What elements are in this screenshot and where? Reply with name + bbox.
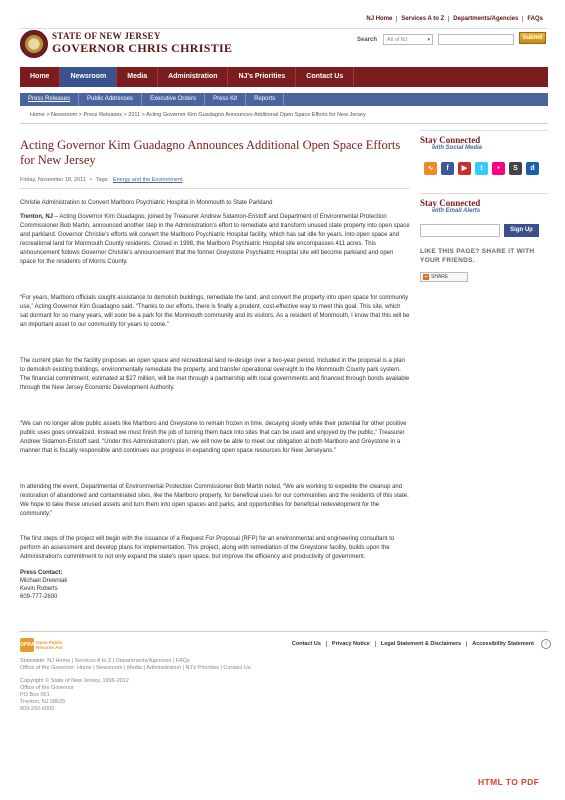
footer-address-line: Trenton, NJ 08625 bbox=[20, 699, 66, 705]
utility-link-nj-home[interactable]: NJ Home bbox=[366, 16, 393, 22]
opra-text: Open Public Records Act bbox=[36, 640, 63, 650]
article-paragraph-1: – Acting Governor Kim Guadagno, joined by Treasurer Andrew Sidamon-Eristoff and Department of Environmental Protection Commissioner Bob Martin, announced another step in the Administration's effort to remediate and transform unused state property into open space and parkland. Governor Christie's efforts will convert the Marlboro Psychiatric Hospital facility, which has sat idle for years, into open space and recreational land for Monmouth County residents. Closed in 1998, the Marlboro Psychiatric Hospital site encompasses 411 acres. This announcement follows Governor Christie's announcement that the former Greystone Psychiatric Hospital site will become parkland and open space for the residents of Morris County. bbox=[20, 214, 410, 265]
page-title: Acting Governor Kim Guadagno Announces Additional Open Space Efforts for New Jersey bbox=[20, 138, 401, 167]
opra-logo[interactable] bbox=[20, 638, 64, 652]
footer-link-accessibility[interactable]: Accessibility Statement bbox=[466, 641, 539, 647]
nav-priorities[interactable]: NJ's Priorities bbox=[228, 67, 296, 87]
email-alerts-box bbox=[420, 193, 548, 237]
footer-office-links[interactable]: Office of the Governor: Home | Newsroom | Media | Administration | NJ's Priorities | Contact Us bbox=[20, 665, 251, 671]
breadcrumb[interactable]: Home > Newsroom > Press Releases > 2011 > Acting Governor Kim Guadagno Announces Additional Open Space Efforts for New Jersey bbox=[30, 112, 366, 118]
sidebar bbox=[420, 130, 548, 282]
email-signup-row bbox=[420, 224, 548, 237]
facebook-icon[interactable]: f bbox=[441, 162, 454, 175]
footer-link-privacy[interactable]: Privacy Notice bbox=[326, 641, 375, 647]
header-divider bbox=[20, 28, 547, 29]
search-submit-button[interactable]: Submit bbox=[519, 32, 546, 44]
stay-connected-title: Stay Connected bbox=[420, 198, 481, 208]
tag-link[interactable]: Energy and the Environment bbox=[112, 177, 183, 183]
footer-links bbox=[287, 641, 539, 647]
utility-link-services[interactable]: Services A to Z bbox=[396, 16, 448, 22]
state-seal-icon[interactable] bbox=[20, 30, 48, 58]
subnav-executive-orders[interactable]: Executive Orders bbox=[142, 93, 205, 106]
utility-link-faqs[interactable]: FAQs bbox=[522, 16, 547, 22]
article-date: Friday, November 18, 2011 bbox=[20, 177, 86, 183]
rss-icon[interactable]: ∿ bbox=[424, 162, 437, 175]
press-contact-phone: 609-777-2600 bbox=[20, 594, 58, 600]
blog-icon[interactable]: S bbox=[509, 162, 522, 175]
nav-newsroom[interactable]: Newsroom bbox=[60, 67, 117, 87]
nav-contact-us[interactable]: Contact Us bbox=[296, 67, 354, 87]
article-paragraph bbox=[20, 213, 410, 266]
article-dateline: Trenton, NJ bbox=[20, 214, 54, 220]
article-paragraph-5: In attending the event, Departmental of Environmental Protection Commissioner Bob Martin noted, “We are working to expedite the cleanup and restoration of abandoned and contaminated sites, like the Marlboro property, for beneficial uses for our communities and the residents of this state. We hope to take these unused assets and turn them into open spaces and parks, and opportunities for beneficial redevelopment for the community.” bbox=[20, 484, 409, 517]
footer-statewide-links[interactable]: Statewide: NJ Home | Services A to Z | Departments/Agencies | FAQs bbox=[20, 658, 190, 664]
share-prompt: LIKE THIS PAGE? SHARE IT WITH YOUR FRIENDS. bbox=[420, 248, 535, 264]
email-field[interactable] bbox=[420, 224, 500, 237]
social-media-box bbox=[420, 130, 548, 175]
press-contact-label: Press Contact: bbox=[20, 570, 63, 576]
bullet-separator: • bbox=[89, 177, 92, 183]
social-media-subtitle: with Social Media bbox=[432, 145, 483, 151]
meta-divider bbox=[20, 188, 410, 189]
article-paragraph-4: “We can no longer allow public assets like Marlboro and Greystone to remain frozen in time, decaying slowly while their potential for other positive public uses goes unrealized. Instead we must finish the job of turning them back into sites that can be used and enjoyed by the public,” Treasurer Andrew Sidamon-Eristoff said. “Under this Administration's plan, we will now be able to meet our obligation at both Marlboro and Greystone in a manner that is fiscally responsible and continues our progress in expanding open space resources for New Jerseyans.” bbox=[20, 421, 407, 454]
article-meta bbox=[20, 177, 410, 183]
subnav-press-releases[interactable]: Press Releases bbox=[20, 93, 79, 106]
article-paragraph-2: “For years, Marlboro officials sought assistance to demolish buildings, remediate the land, and convert the property into open space for community use,” Acting Governor Kim Guadagno said. “Thanks to our efforts, there is finally a prudent, cost-effective way to meet this goal. This site, which sat dormant for so many years, will soon be a park for the Monmouth community and its visitors. As a resident of Monmouth, I know that this will be an important asset to our community for years to come.” bbox=[20, 295, 410, 328]
subnav-reports[interactable]: Reports bbox=[246, 93, 284, 106]
footer-divider bbox=[20, 631, 548, 632]
utility-nav bbox=[362, 16, 547, 22]
press-contact-name: Kevin Roberts bbox=[20, 586, 58, 592]
subnav-press-kit[interactable]: Press Kit bbox=[205, 93, 246, 106]
sub-nav bbox=[20, 93, 548, 106]
search-label: Search bbox=[357, 37, 378, 43]
press-contact-name: Michael Drewniak bbox=[20, 578, 68, 584]
twitter-icon[interactable]: t bbox=[475, 162, 488, 175]
social-icons bbox=[420, 162, 548, 175]
chevron-down-icon: ▾ bbox=[427, 37, 430, 43]
share-button[interactable] bbox=[420, 272, 468, 282]
opra-badge: OPRA bbox=[20, 638, 34, 652]
subnav-public-addresses[interactable]: Public Addresses bbox=[79, 93, 142, 106]
brand-state-name[interactable]: STATE OF NEW JERSEY bbox=[52, 31, 161, 41]
search-input[interactable] bbox=[438, 34, 514, 45]
nav-media[interactable]: Media bbox=[117, 67, 158, 87]
stay-connected-title: Stay Connected bbox=[420, 135, 481, 145]
footer-address-line: PO Box 001 bbox=[20, 692, 50, 698]
article-header bbox=[20, 138, 410, 189]
tags-label: Tags: bbox=[95, 177, 109, 183]
article-paragraph-3: The current plan for the facility proposes an open space and recreational land re-design over a two-year period. Included in the proposal is a plan to demolish existing buildings, environmentally remediate the property, and transfer operational oversight to the Monmouth County park system. The financial commitment, estimated at $27 million, will be met through a partnership with local governments and financed through bonds available through the New Jersey Economic Development Authority. bbox=[20, 358, 410, 391]
digg-icon[interactable]: d bbox=[526, 162, 539, 175]
back-to-top-icon[interactable]: ↑ bbox=[541, 639, 551, 649]
search-scope-value: All of NJ bbox=[387, 37, 408, 43]
brand-governor-name[interactable]: GOVERNOR CHRIS CHRISTIE bbox=[52, 41, 233, 55]
youtube-icon[interactable]: ▶ bbox=[458, 162, 471, 175]
nav-administration[interactable]: Administration bbox=[158, 67, 228, 87]
footer-address-line: 609-292-6000 bbox=[20, 706, 55, 712]
article-paragraph-6: The first steps of the project will begin with the issuance of a Request For Proposal (RFP) for an environmental and engineering consultant to perform an assessment and develop plans for implementation. This project, along with remediation of the Greystone facility, builds upon the Administration's commitment to not only expand the state's open space, but improve the efficiency and productivity of government. bbox=[20, 536, 395, 560]
press-contact bbox=[20, 569, 67, 601]
plus-icon: + bbox=[424, 274, 428, 280]
footer-link-contact[interactable]: Contact Us bbox=[291, 641, 321, 647]
article-subhead: Christie Administration to Convert Marlboro Psychiatric Hospital in Monmouth to State Parkland bbox=[20, 200, 273, 206]
footer-link-legal[interactable]: Legal Statement & Disclaimers bbox=[375, 641, 466, 647]
search-scope-select[interactable] bbox=[383, 34, 433, 45]
breadcrumb-divider bbox=[20, 123, 548, 124]
share-label: SHARE bbox=[431, 274, 449, 280]
footer-address-line: Office of the Governor bbox=[20, 685, 75, 691]
main-nav bbox=[20, 67, 548, 87]
utility-link-departments[interactable]: Departments/Agencies bbox=[448, 16, 522, 22]
html-to-pdf-watermark: HTML TO PDF bbox=[478, 777, 540, 787]
flickr-icon[interactable]: • bbox=[492, 162, 505, 175]
email-alerts-subtitle: with Email Alerts bbox=[432, 208, 481, 214]
nav-home[interactable]: Home bbox=[20, 67, 60, 87]
sign-up-button[interactable]: Sign Up bbox=[504, 224, 539, 237]
footer-copyright: Copyright © State of New Jersey, 1996-2012 bbox=[20, 678, 129, 684]
